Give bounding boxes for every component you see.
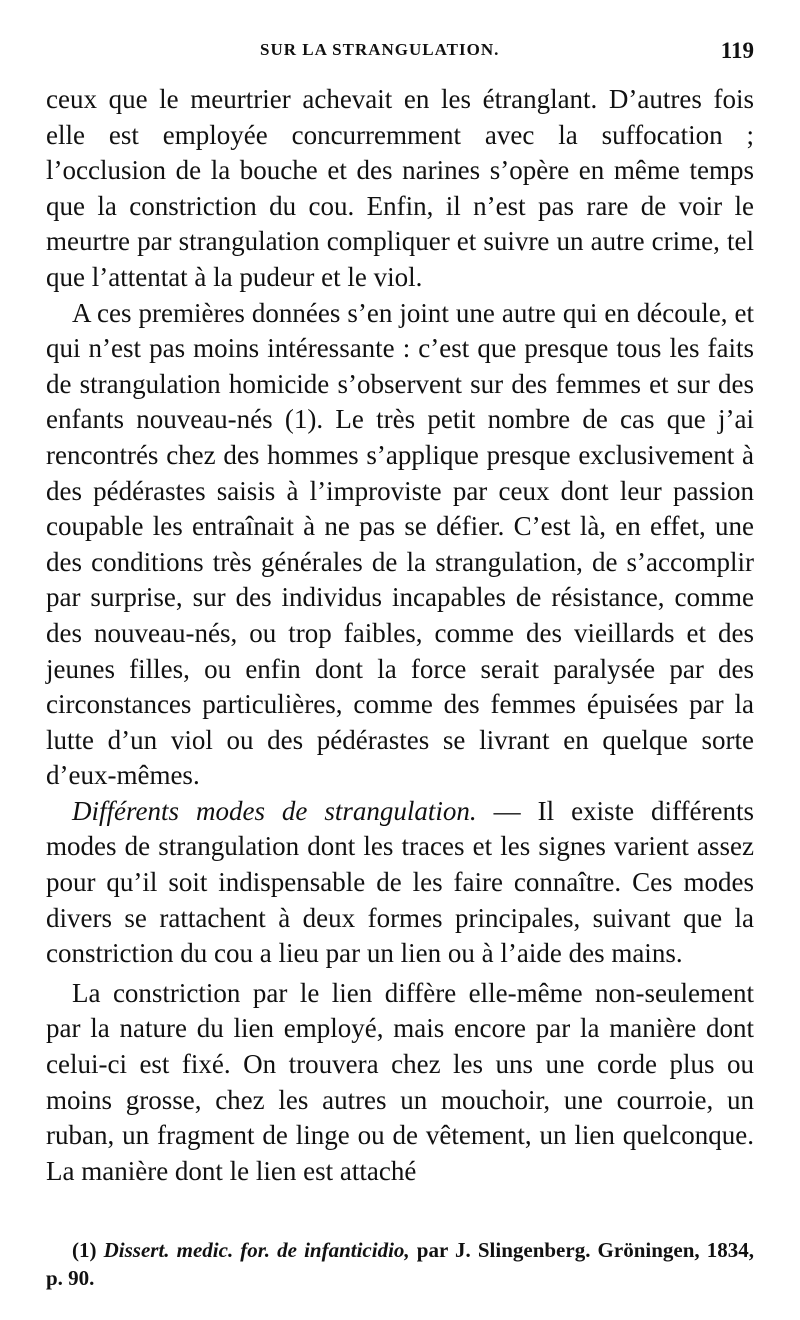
paragraph-last: La constriction par le lien diffère elle-même non-seulement par la nature du lien employé, mais encore par la manière dont celui-ci est fixé. On trouvera chez les uns une corde plus ou moins grosse, chez les autres un mouchoir, une courroie, un ruban, un fragment de linge ou de vêtement, un lien quelconque. La manière dont le lien est attaché xyxy=(46,977,754,1186)
footnote xyxy=(46,1236,754,1292)
page-header xyxy=(46,40,754,68)
footnote-marker: (1) xyxy=(72,1238,97,1262)
body-text xyxy=(46,82,754,1189)
footnote-citation: Dissert. medic. for. de infanticidio, xyxy=(103,1238,410,1262)
paragraph-continued: ceux que le meurtrier achevait en les étranglant. D’autres fois elle est employée concurremment avec la suffocation ; l’occlusion de la bouche et des narines s’opère en même temps que la constriction du cou. Enfin, il n’est pas rare de voir le meurtre par strangulation compliquer et suivre un autre crime, tel que l’attentat à la pudeur et le viol. xyxy=(46,84,754,292)
paragraph: A ces premières données s’en joint une autre qui en découle, et qui n’est pas moins intéressante : c’est que presque tous les faits de strangulation homicide s’observent sur des femmes et sur des enfants nouveau-nés (1). Le très petit nombre de cas que j’ai rencontrés chez des hommes s’applique presque exclusivement à des pédérastes saisis à l’improviste par ceux dont leur passion coupable les entraînait à ne pas se défier. C’est là, en effet, une des conditions très générales de la strangulation, de s’accomplir par surprise, sur des individus incapables de résistance, comme des nouveau-nés, ou trop faibles, comme des vieillards et des jeunes filles, ou enfin dont la force serait paralysée par des circonstances particulières, comme des femmes épuisées par la lutte d’un viol ou des pédérastes se livrant en quelque sorte d’eux-mêmes. xyxy=(46,297,754,791)
section-text: — Il existe différents modes de strangulation dont les traces et les signes varient assez pour qu’il soit indispensable de les faire connaître. Ces modes divers se rattachent à deux formes principales, suivant que la constriction du cou a lieu par un lien ou à l’aide des mains. xyxy=(46,795,754,969)
footnote-text: par J. Slingenberg. Gröningen, 1834, p. 90. xyxy=(46,1238,754,1290)
section-paragraph xyxy=(46,794,754,972)
running-title: SUR LA STRANGULATION. xyxy=(260,40,500,59)
section-heading: Différents modes de strangulation. xyxy=(72,795,477,826)
page-number: 119 xyxy=(720,38,754,63)
